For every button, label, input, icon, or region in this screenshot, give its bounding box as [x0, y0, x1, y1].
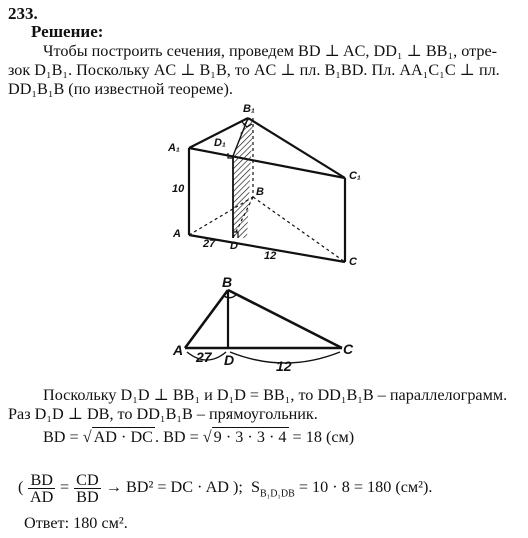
similarity-formula — [18, 472, 432, 505]
label-b1: B₁ — [243, 103, 255, 115]
paragraph-1-line-2: зок D₁B₁. Поскольку AC ⊥ B₁B, то AC ⊥ пл. B₁BD. Пл. AA₁C₁C ⊥ пл. — [8, 61, 500, 79]
area-symbol: S — [251, 478, 261, 497]
fraction-2-denominator: BD — [76, 488, 99, 506]
fraction-1-numerator: BD — [30, 471, 53, 489]
tri-label-b: B — [222, 274, 233, 290]
label-a1: A₁ — [168, 142, 180, 154]
paragraph-1-line-3: DD₁B₁B (по известной теореме). — [8, 80, 233, 98]
tri-label-d: D — [224, 352, 235, 368]
label-b: B — [256, 186, 264, 198]
label-d: D — [230, 240, 238, 252]
paragraph-2-line-2: Раз D₁D ⊥ DB, то DD₁B₁B – прямоугольник. — [8, 405, 318, 423]
area-subscript: B₁D₁DB — [260, 488, 295, 500]
problem-number: 233. — [8, 4, 38, 23]
formula-bd-sqrt-2: 9 · 3 · 3 · 4 — [213, 428, 287, 446]
formula-bd: BD = √ AD · DC . BD = √ 9 · 3 · 3 · 4 = 18 (см) — [43, 428, 355, 446]
formula-bd-mid: . BD = — [154, 428, 203, 446]
equals-sign: = — [55, 478, 74, 497]
fraction-1-denominator: AD — [29, 488, 54, 506]
tri-side-bc — [228, 290, 342, 348]
right-angle-arc-b — [224, 295, 236, 298]
label-c1: C₁ — [349, 170, 361, 182]
similarity-rest: → BD² = DC · AD ); — [101, 478, 243, 497]
formula-bd-right: = 18 (см) — [288, 428, 355, 446]
tri-label-ad: 27 — [196, 349, 212, 365]
formula-bd-sqrt-1: AD · DC — [93, 428, 153, 446]
fraction-cd-bd — [74, 472, 101, 505]
tri-label-c: C — [343, 341, 354, 357]
label-c: C — [349, 256, 357, 268]
label-a: A — [173, 228, 181, 240]
tri-label-dc: 12 — [276, 358, 292, 374]
formula-bd-left: BD = — [43, 428, 83, 446]
fraction-bd-ad — [28, 472, 55, 505]
fraction-2-numerator: CD — [76, 471, 99, 489]
label-dc: 12 — [264, 250, 277, 262]
label-d1: D₁ — [214, 137, 226, 149]
label-height: 10 — [172, 183, 185, 195]
tri-side-ab — [185, 290, 228, 348]
solution-heading: Решение: — [31, 22, 104, 41]
label-ad: 27 — [203, 238, 216, 250]
area-value: = 10 · 8 = 180 (см²). — [294, 478, 433, 497]
tri-label-a: A — [173, 342, 184, 358]
paragraph-1-line-1: Чтобы построить сечения, проведем BD ⊥ AC, DD₁ ⊥ BB₁, отре- — [43, 42, 498, 60]
paragraph-2-line-1: Поскольку D₁D ⊥ BB₁ и D₁D = BB₁, то DD₁B₁B – параллелограмм. — [43, 386, 508, 404]
open-paren: ( — [18, 478, 24, 497]
answer-line: Ответ: 180 см². — [24, 514, 128, 532]
